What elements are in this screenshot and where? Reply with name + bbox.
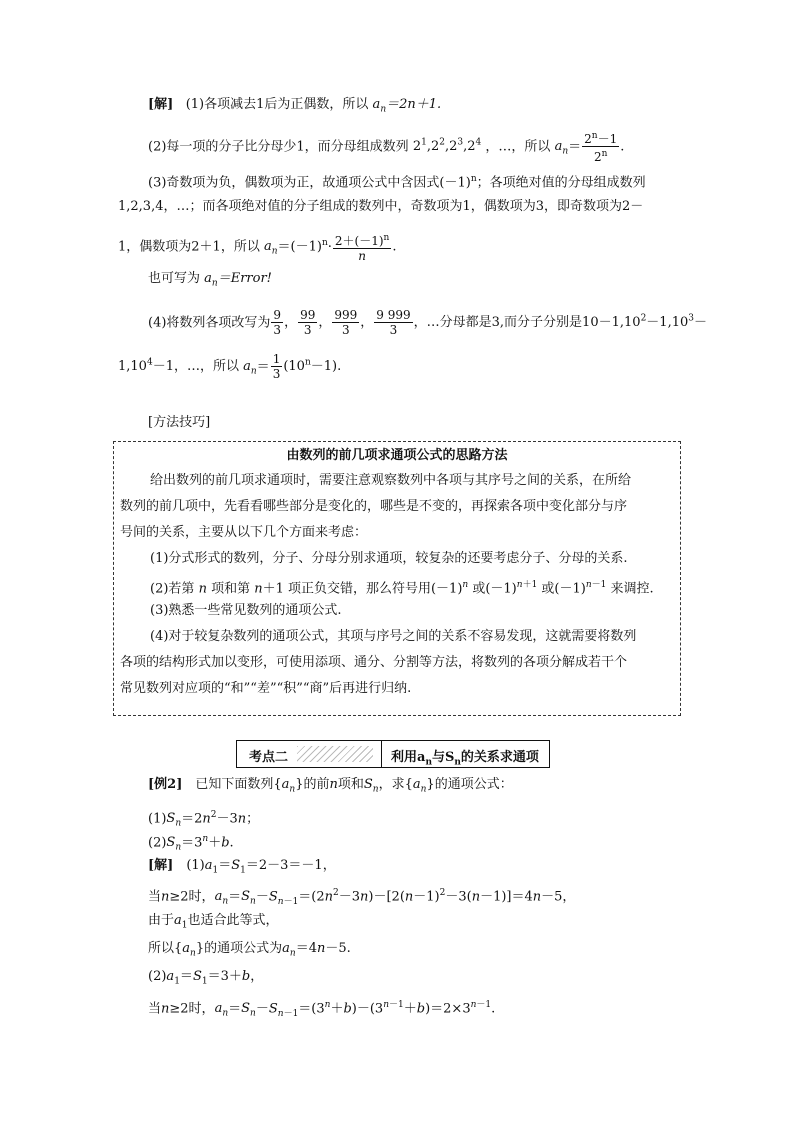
- sequence-text: $2^1,2^2,2^3,2^4$: [412, 138, 482, 155]
- example-line: 由于$a_1$也适合此等式，: [148, 913, 279, 931]
- example-line: 所以$\{a_n\}$的通项公式为$a_n=4n-5$.: [148, 941, 351, 959]
- method-box-title: 由数列的前几项求通项公式的思路方法: [286, 448, 508, 463]
- solution-1-part2: (2)每一项的分子比分母少1，而分母组成数列 $2^1,2^2,2^3,2^4$ ，…，所以 $a_n=$ $\frac{2^n-1}{2^n}$ .: [148, 131, 625, 165]
- solution-text: (1)各项减去1后为正偶数，所以: [185, 97, 369, 112]
- method-box: [113, 441, 681, 716]
- method-line: 号间的关系，主要从以下几个方面来考虑：: [120, 525, 368, 540]
- example-line: $(1)S_n=2n^2-3n$；: [148, 810, 260, 829]
- method-line: 给出数列的前几项求通项时，需要注意观察数列中各项与其序号之间的关系，在所给: [150, 473, 632, 488]
- solution-1-part3-line2: 1,2,3,4，…；而各项绝对值的分子组成的数列中，奇数项为1，偶数项为3，即奇数项为2－: [118, 199, 644, 214]
- solution-tag: [解]: [148, 97, 174, 112]
- fraction: $\frac{9}{3}$: [273, 308, 282, 338]
- example-line: [例2] 已知下面数列$\{a_n\}$的前n项和$S_n$，求$\{a_n\}$的通项公式：: [148, 777, 513, 795]
- method-line: 数列的前几项中，先看看哪些部分是变化的，哪些是不变的，再探索各项中变化部分与序: [120, 499, 628, 514]
- section-heading-left: [237, 741, 382, 767]
- solution-1-part3-line1: (3)奇数项为负，偶数项为正，故通项公式中含因式$(-1)^n$；各项绝对值的分母组成数列: [148, 174, 646, 191]
- example-line: $(2)a_1=S_1=3+b$，: [148, 969, 264, 987]
- fraction: $\frac{999}{3}$: [334, 308, 358, 338]
- example-line: 当n≥2时，$a_n=S_n-S_{n-1}=(2n^2-3n)-[2(n-1)^2-3(n-1)]=4n-5$，: [148, 888, 576, 907]
- method-line: 常见数列对应项的“和”“差”“积”“商”后再进行归纳.: [120, 681, 412, 696]
- method-line: (1)分式形式的数列，分子、分母分别求通项，较复杂的还要考虑分子、分母的关系.: [150, 551, 628, 566]
- fraction: $\frac{2^n-1}{2^n}$: [584, 131, 618, 165]
- example-line: [解] $(1)a_1=S_1=2-3=-1$，: [148, 858, 336, 876]
- heading-stripes: [297, 746, 373, 762]
- fraction: $\frac{9 999}{3}$: [376, 308, 411, 338]
- solution-1-part4-line1: (4)将数列各项改写为 $\frac{9}{3}$ ， $\frac{99}{3}$ ， $\frac{999}{3}$ ， $\frac{9 999}{3}$ ，…分母都是3,而分子分别是$10-1,10^2-1,10^3-$: [148, 308, 707, 338]
- section-heading-label: 考点二: [249, 750, 289, 765]
- method-line: (3)熟悉一些常见数列的通项公式.: [150, 603, 342, 618]
- fraction-list: $\frac{9}{3}$ ， $\frac{99}{3}$ ， $\frac{999}{3}$ ， $\frac{9 999}{3}$: [273, 308, 411, 338]
- fraction: $\frac{2+(-1)^n}{n}$: [334, 232, 390, 263]
- section-heading-title: 利用$a_n$与$S_n$的关系求通项: [391, 750, 539, 768]
- section-heading: [236, 740, 550, 768]
- solution-1-part3-line3: 1，偶数项为2＋1，所以 $a_n=(-1)^n\cdot$ $\frac{2+(-1)^n}{n}$ .: [118, 232, 397, 263]
- example-line: $(2)S_n=3^n+b$.: [148, 834, 234, 853]
- method-line: (2)若第 n 项和第 n＋1 项正负交错，那么符号用$(-1)^n$ 或$(-1)^{n+1}$ 或$(-1)^{n-1}$ 来调控.: [150, 580, 654, 597]
- solution-1-alt: 也可写为 $a_n=Error$!: [148, 271, 272, 289]
- solution-1-part4-line2: $1,10^4-1$，…，所以 $a_n=$ $\frac{1}{3}$ $(10^n-1)$.: [118, 352, 342, 382]
- method-line: 各项的结构形式加以变形，可使用添项、通分、分割等方法，将数列的各项分解成若干个: [120, 655, 628, 670]
- fraction: $\frac{1}{3}$: [272, 352, 281, 382]
- example-line: 当n≥2时，$a_n=S_n-S_{n-1}=(3^n+b)-(3^{n-1}+b)=2\times 3^{n-1}$.: [148, 1000, 496, 1019]
- method-line: (4)对于较复杂数列的通项公式，其项与序号之间的关系不容易发现，这就需要将数列: [150, 629, 637, 644]
- solution-text: (2)每一项的分子比分母少1，而分母组成数列: [148, 139, 409, 155]
- solution-1-part1: [148, 96, 441, 119]
- method-label: [方法技巧]: [148, 415, 211, 430]
- solution-formula: $a_n=2n+1$.: [372, 97, 442, 115]
- fraction: $\frac{99}{3}$: [300, 308, 316, 338]
- solution-text: ，…，所以: [485, 139, 551, 155]
